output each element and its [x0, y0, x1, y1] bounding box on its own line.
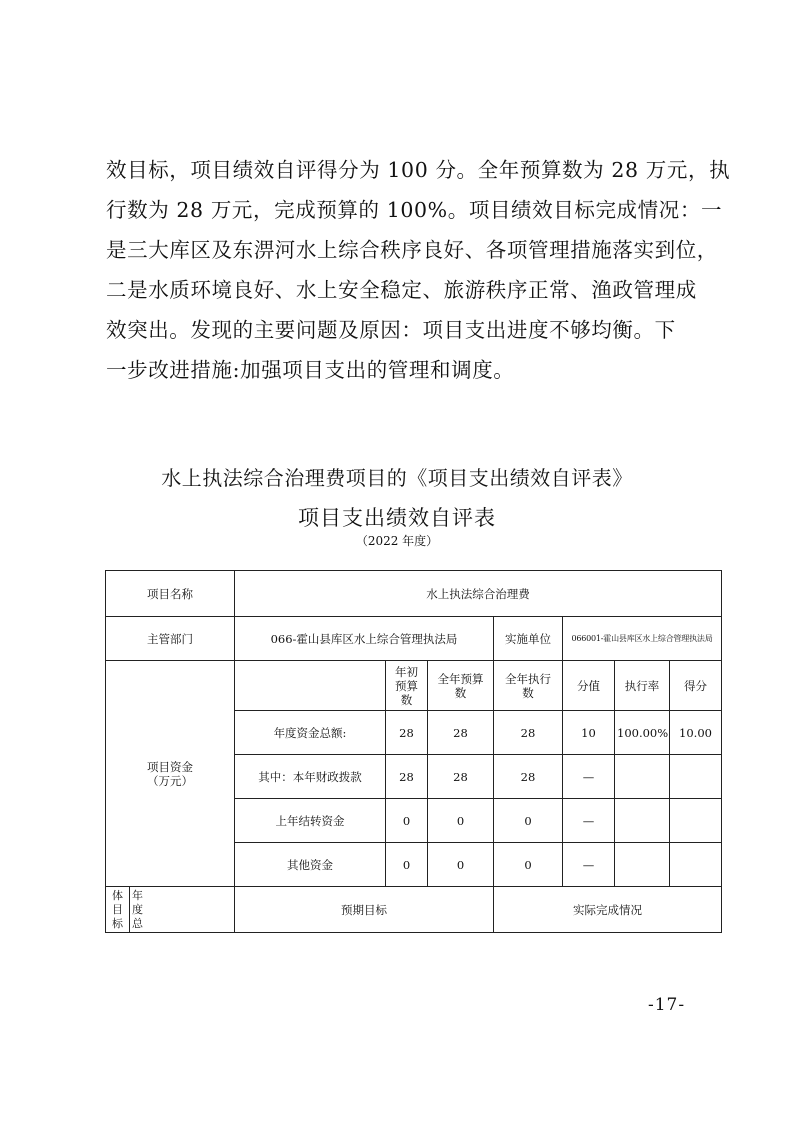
table-row	[106, 887, 722, 933]
cell-value: 28	[386, 711, 428, 755]
paragraph-line: 一步改进措施:加强项目支出的管理和调度。	[106, 358, 515, 382]
cell-value: 10.00	[670, 711, 722, 755]
table-header-row	[106, 661, 722, 711]
dept-value: 066-霍山县库区水上综合管理执法局	[235, 617, 494, 661]
page-number: -17-	[648, 995, 686, 1015]
cell-value	[670, 843, 722, 887]
cell-value: 100.00%	[615, 711, 670, 755]
table-row	[106, 571, 722, 617]
cell-value: 28	[386, 755, 428, 799]
goal-label-col2	[130, 887, 235, 933]
header-line: 数	[522, 685, 534, 700]
cell-value	[670, 799, 722, 843]
cell-value: 0	[494, 799, 563, 843]
header-line: 数	[400, 692, 413, 707]
cell-value: 28	[428, 711, 494, 755]
header-execution-rate: 执行率	[615, 661, 670, 711]
performance-table	[105, 570, 722, 933]
header-score: 得分	[670, 661, 722, 711]
cell-value: —	[563, 799, 615, 843]
header-line: 全年执行	[505, 671, 551, 686]
row-label: 年度资金总额:	[235, 711, 386, 755]
row-label: 其中：本年财政拨款	[235, 755, 386, 799]
header-initial-budget	[386, 661, 428, 711]
header-line: 预算	[395, 678, 418, 693]
header-annual-execution	[494, 661, 563, 711]
paragraph-line: 二是水质环境良好、水上安全稳定、旅游秩序正常、渔政管理成	[106, 278, 697, 302]
paragraph-line: 行数为 28 万元，完成预算的 100%。项目绩效目标完成情况：一	[106, 198, 723, 222]
project-name-label: 项目名称	[106, 571, 235, 617]
header-annual-budget	[428, 661, 494, 711]
paragraph-line: 是三大库区及东淠河水上综合秩序良好、各项管理措施落实到位，	[106, 238, 718, 262]
funds-label	[106, 661, 235, 887]
cell-value: 28	[494, 711, 563, 755]
table-subtitle: 项目支出绩效自评表	[298, 506, 496, 530]
table-title: 水上执法综合治理费项目的《项目支出绩效自评表》	[161, 466, 633, 490]
table-row	[106, 617, 722, 661]
goal-char: 总	[132, 916, 143, 930]
cell-value: 0	[386, 799, 428, 843]
goal-label-col1	[106, 887, 130, 933]
table-year: （2022 年度）	[355, 534, 439, 548]
project-name-value: 水上执法综合治理费	[235, 571, 722, 617]
body-paragraph	[106, 150, 731, 390]
row-label: 上年结转资金	[235, 799, 386, 843]
goal-char: 度	[132, 902, 143, 916]
funds-label-line: （万元）	[147, 773, 193, 788]
cell-value: —	[563, 843, 615, 887]
expected-goal-label: 预期目标	[235, 887, 494, 933]
cell-value: 10	[563, 711, 615, 755]
empty-header-cell	[235, 661, 386, 711]
impl-value: 066001-霍山县库区水上综合管理执法局	[563, 617, 722, 661]
cell-value: 28	[428, 755, 494, 799]
goal-char: 标	[112, 916, 123, 930]
paragraph-line: 效目标，项目绩效自评得分为 100 分。全年预算数为 28 万元，执	[106, 158, 731, 182]
cell-value	[670, 755, 722, 799]
cell-value: 0	[428, 799, 494, 843]
cell-value	[615, 755, 670, 799]
row-label: 其他资金	[235, 843, 386, 887]
goal-char: 体	[112, 888, 123, 902]
cell-value	[615, 799, 670, 843]
cell-value: 0	[494, 843, 563, 887]
cell-value: 0	[428, 843, 494, 887]
paragraph-line: 效突出。发现的主要问题及原因：项目支出进度不够均衡。下	[106, 318, 676, 342]
header-score-weight: 分值	[563, 661, 615, 711]
header-line: 全年预算	[437, 671, 484, 686]
impl-label: 实施单位	[494, 617, 563, 661]
goal-char: 年	[132, 888, 143, 902]
cell-value: 0	[386, 843, 428, 887]
actual-completion-label: 实际完成情况	[494, 887, 722, 933]
cell-value: —	[563, 755, 615, 799]
goal-char: 目	[112, 902, 123, 916]
header-line: 年初	[395, 664, 418, 679]
header-line: 数	[454, 685, 467, 700]
dept-label: 主管部门	[106, 617, 235, 661]
funds-label-line: 项目资金	[147, 759, 193, 774]
cell-value	[615, 843, 670, 887]
cell-value: 28	[494, 755, 563, 799]
